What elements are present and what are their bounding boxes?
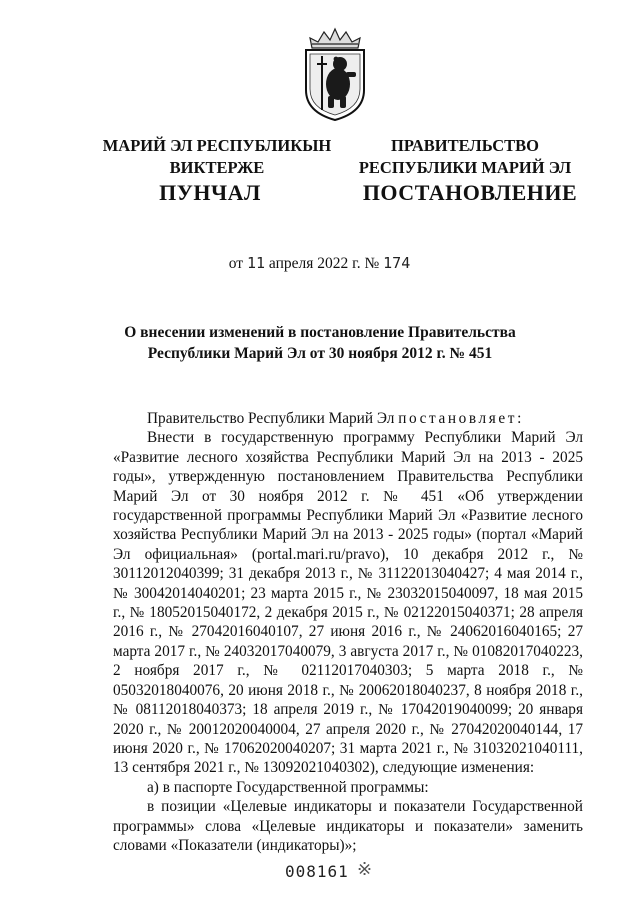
- footer-mark-icon: ※: [357, 859, 373, 879]
- subject-line1: О внесении изменений в постановление Правительства: [124, 324, 516, 341]
- doc-type-left: ПУНЧАЛ: [159, 180, 261, 205]
- p1-spaced-verb: постановляет: [398, 410, 518, 427]
- coat-of-arms-emblem: [298, 26, 372, 122]
- date-prefix: от: [228, 255, 247, 272]
- crown-icon: [310, 29, 360, 48]
- header-left-line2: ВИКТЕРЖЕ: [169, 158, 265, 177]
- header-left-block: [92, 135, 342, 179]
- form-serial-number: 008161: [285, 862, 349, 881]
- body-paragraph-3: а) в паспорте Государственной программы:: [147, 778, 429, 796]
- p1-lead: Правительство Республики Марий Эл: [147, 410, 399, 427]
- doc-type-right: ПОСТАНОВЛЕНИЕ: [362, 180, 578, 205]
- header-right-line1: ПРАВИТЕЛЬСТВО: [391, 136, 539, 155]
- date-day: 11: [246, 254, 266, 272]
- header-left-line1: МАРИЙ ЭЛ РЕСПУБЛИКЫН: [102, 136, 332, 155]
- date-number-line: [0, 254, 639, 273]
- header-right-block: [350, 135, 580, 179]
- body-paragraph-2: Внести в государственную программу Республики Марий Эл «Развитие лесного хозяйства Республики Марий Эл на 2013 - 2025 годы», утвержденную постановлением Правительства Республики Марий Эл от 30 ноября 2012 г. № 451 «Об утверждении государственной программы Республики Марий Эл «Развитие лесного хозяйства Республики Марий Эл на 2013 - 2025 годы» (портал «Марий Эл официальная» (portal.mari.ru/pravo), 10 декабря 2012 г., № 30112012040399; 31 декабря 2013 г., № 31122013040427; 4 мая 2014 г., № 30042014040201; 23 марта 2015 г., № 23032015040097, 18 мая 2015 г., № 18052015040172, 2 декабря 2015 г., № 02122015040371; 28 апреля 2016 г., № 27042016040107, 27 июня 2016 г., № 24062016040165; 27 марта 2017 г., № 24032017040079, 3 августа 2017 г., № 01082017040223, 2 ноября 2017 г., № 02112017040303; 5 марта 2018 г., № 05032018040076, 20 июня 2018 г., № 20062018040237, 8 ноября 2018 г., № 08112018040373; 18 апреля 2019 г., № 17042019040099; 20 января 2020 г., № 20012020040004, 27 апреля 2020 г., № 27042020040144, 17 июня 2020 г., № 17062020040207; 31 марта 2021 г., № 31032021040111, 13 сентября 2021 г., № 13092021040302), следующие изменения:: [113, 429, 583, 777]
- document-number: 174: [383, 254, 411, 272]
- header-right-line2: РЕСПУБЛИКИ МАРИЙ ЭЛ: [358, 158, 572, 177]
- body-paragraph-1: [113, 409, 583, 428]
- document-subject: [110, 322, 530, 364]
- document-body: [113, 409, 583, 855]
- date-month-year: апреля 2022 г. №: [265, 255, 384, 272]
- subject-line2: Республики Марий Эл от 30 ноября 2012 г. № 451: [147, 345, 493, 362]
- p1-tail: :: [517, 410, 522, 427]
- body-paragraph-4: в позиции «Целевые индикаторы и показатели Государственной программы» слова «Целевые индикаторы и показатели» заменить словами «Показатели (индикаторы)»;: [113, 798, 583, 854]
